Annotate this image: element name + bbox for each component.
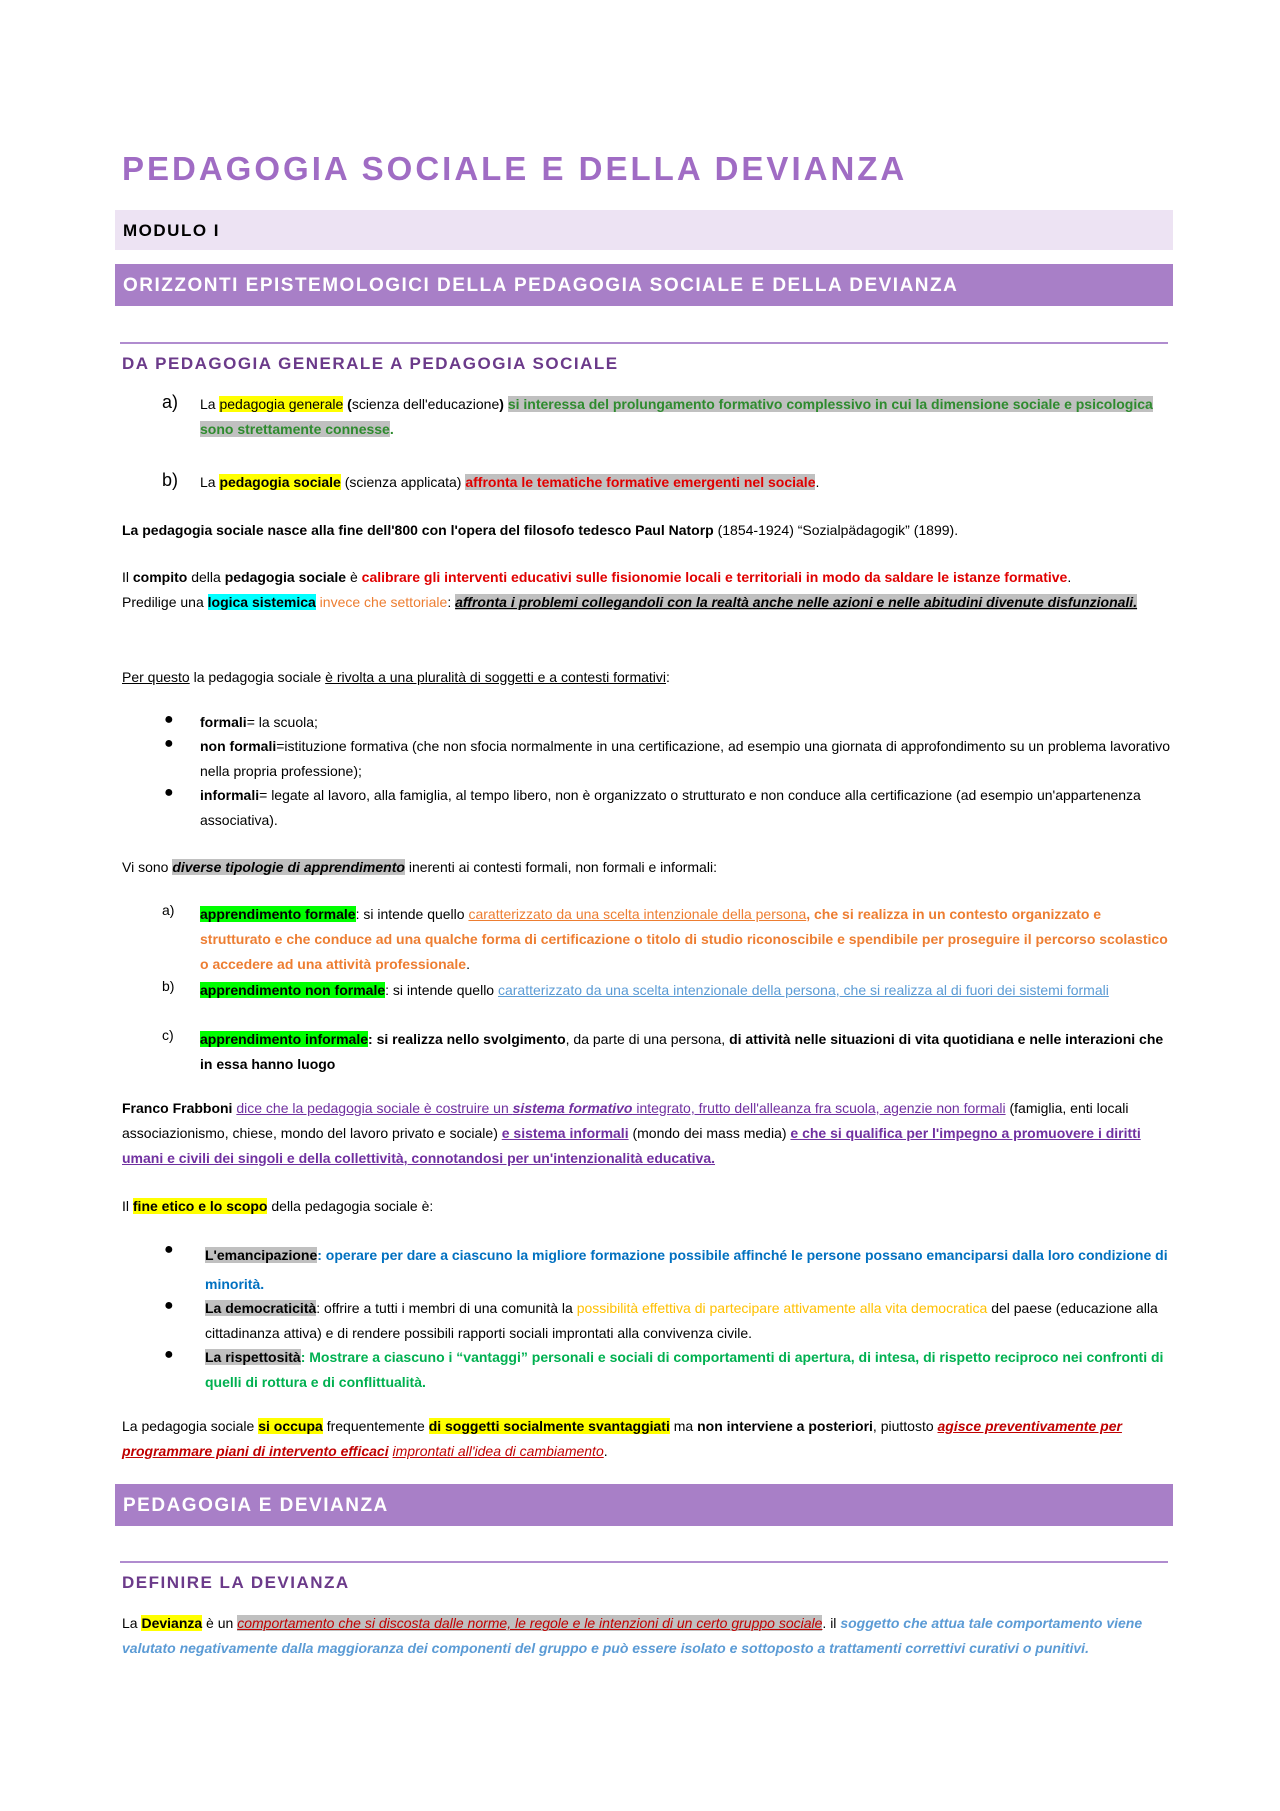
section-title: ORIZZONTI EPISTEMOLOGICI DELLA PEDAGOGIA SOCIALE E DELLA DEVIANZA — [123, 275, 959, 296]
paragraph-per-questo: Per questo la pedagogia sociale è rivolta a una pluralità di soggetti e a contesti formativi: — [122, 669, 670, 685]
module-label: MODULO I — [123, 221, 220, 240]
section-divider — [120, 1561, 1168, 1563]
subsection-title: DA PEDAGOGIA GENERALE A PEDAGOGIA SOCIALE — [122, 354, 619, 373]
paragraph-devianza: La Devianza è un comportamento che si discosta dalle norme, le regole e le intenzioni di un certo gruppo sociale. il soggetto che attua tale comportamento viene valutato negativamente dalla maggioranza dei componenti del gruppo e può essere isolato e sottoposto a trattamenti correttivi curativi o punitivi. — [122, 1615, 1143, 1656]
list-marker: c) — [162, 1027, 174, 1043]
list-item-formali: formali= la scuola; — [200, 714, 318, 730]
list-item-democraticita: La democraticità: offrire a tutti i membri di una comunità la possibilità effettiva di partecipare attivamente alla vita democratica del paese (educazione alla cittadinanza attiva) e di rendere possibili rapporti sociali improntati alla convivenza civile. — [205, 1300, 1158, 1341]
list-marker: a) — [162, 392, 179, 412]
paragraph-compito: Il compito della pedagogia sociale è calibrare gli interventi educativi sulle fisionomie locali e territoriali in modo da saldare le istanze formative. Predilige una logica sistemica invece che settoriale: affronta i problemi collegandoli con la realtà anche nelle azioni e nelle abitudini divenute disfunzionali. — [122, 569, 1138, 610]
list-item-app-non-formale: apprendimento non formale: si intende quello caratterizzato da una scelta intenzionale della persona, che si realizza al di fuori dei sistemi formali — [200, 982, 1109, 998]
bullet-icon: ● — [164, 711, 174, 728]
bullet-icon: ● — [164, 784, 174, 801]
section-title: PEDAGOGIA E DEVIANZA — [123, 1495, 389, 1516]
page-title: PEDAGOGIA SOCIALE E DELLA DEVIANZA — [122, 150, 908, 187]
list-item-non-formali: non formali=istituzione formativa (che non sfocia normalmente in una certificazione, ad esempio una giornata di approfondimento su un problema lavorativo nella propria professione); — [200, 738, 1171, 779]
list-item-informali: informali= legate al lavoro, alla famiglia, al tempo libero, non è organizzato o strutturato e non conduce alla certificazione (ad esempio un'appartenenza associativa). — [200, 787, 1141, 828]
module-heading-bar — [115, 210, 1173, 250]
list-marker: b) — [162, 470, 179, 490]
list-item-app-formale: apprendimento formale: si intende quello caratterizzato da una scelta intenzionale della persona, che si realizza in un contesto organizzato e strutturato e che conduce ad una qualche forma di certificazione o titolo di studio riconoscibile e spendibile per proseguire il percorso scolastico o accedere ad una attività professionale. — [200, 906, 1168, 972]
list-item-emancipazione: L'emancipazione: operare per dare a ciascuno la migliore formazione possibile affinché le persone possano emanciparsi dalla loro condizione di minorità. — [205, 1247, 1168, 1292]
list-item-app-informale: apprendimento informale: si realizza nello svolgimento, da parte di una persona, di attività nelle situazioni di vita quotidiana e nelle interazioni che in essa hanno luogo — [200, 1031, 1164, 1072]
paragraph-tipologie: Vi sono diverse tipologie di apprendimento inerenti ai contesti formali, non formali e informali: — [122, 859, 717, 875]
bullet-icon: ● — [164, 1297, 174, 1314]
bullet-icon: ● — [164, 1346, 174, 1363]
paragraph-natorp: La pedagogia sociale nasce alla fine dell'800 con l'opera del filosofo tedesco Paul Natorp (1854-1924) “Sozialpädagogik” (1899). — [122, 522, 959, 538]
list-item-social: La pedagogia sociale (scienza applicata) affronta le tematiche formative emergenti nel sociale. — [200, 474, 820, 490]
list-item-rispettosita: La rispettosità: Mostrare a ciascuno i “vantaggi” personali e sociali di comportamenti di apertura, di intesa, di rispetto reciproco nei confronti di quelli di rottura e di conflittualità. — [205, 1349, 1164, 1390]
list-item-general: La pedagogia generale (scienza dell'educazione) si interessa del prolungamento formativo complessivo in cui la dimensione sociale e psicologica sono strettamente connesse. — [200, 396, 1153, 437]
section-divider — [120, 342, 1168, 344]
list-marker: a) — [162, 902, 175, 918]
paragraph-fine: Il fine etico e lo scopo della pedagogia sociale è: — [122, 1198, 434, 1214]
subsection-title: DEFINIRE LA DEVIANZA — [122, 1573, 350, 1592]
section-heading-bar — [115, 264, 1173, 306]
paragraph-frabboni: Franco Frabboni dice che la pedagogia sociale è costruire un sistema formativo integrato, frutto dell'alleanza fra scuola, agenzie non formali (famiglia, enti locali associazionismo, chiese, mondo del lavoro privato e sociale) e sistema informali (mondo dei mass media) e che si qualifica per l'impegno a promuovere i diritti umani e civili dei singoli e della collettività, connotandosi per un'intenzionalità educativa. — [122, 1100, 1141, 1166]
list-marker: b) — [162, 978, 175, 994]
paragraph-svantaggiati: La pedagogia sociale si occupa frequentemente di soggetti socialmente svantaggiati ma non interviene a posteriori, piuttosto agisce preventivamente per programmare piani di intervento efficaci improntati all'idea di cambiamento. — [122, 1418, 1122, 1459]
bullet-icon: ● — [164, 735, 174, 752]
bullet-icon: ● — [164, 1241, 174, 1258]
section-heading-bar — [115, 1484, 1173, 1526]
